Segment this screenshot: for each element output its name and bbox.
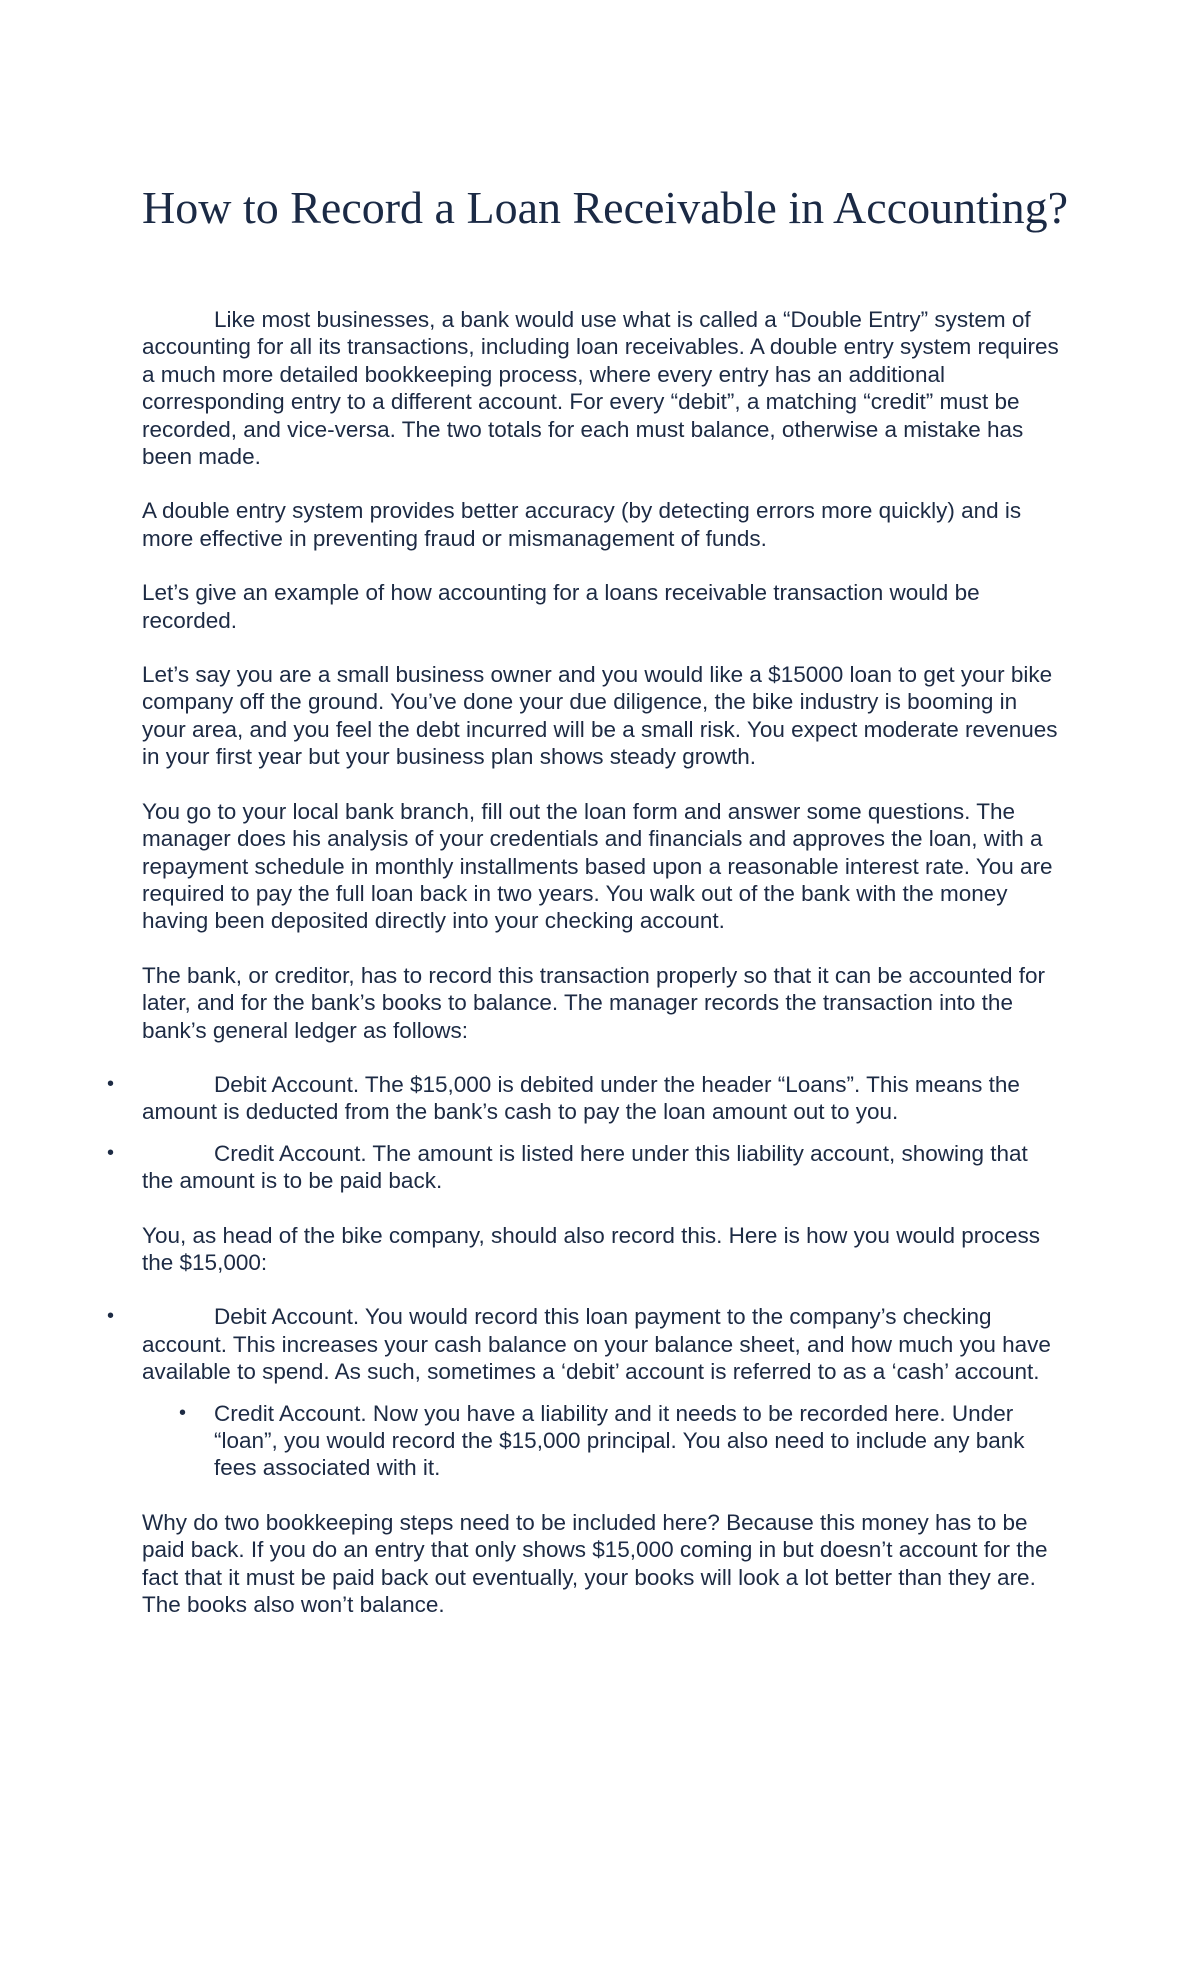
bullet-icon: • xyxy=(107,1141,115,1164)
paragraph-bank-visit: You go to your local bank branch, fill out the loan form and answer some questions. The manager does his analysis of your credentials and financials and approves the loan, with a repayment schedule in monthly installments based upon a reasonable interest rate. You are required to pay the full loan back in two years. You walk out of the bank with the money having been deposited directly into your checking account. xyxy=(142,798,1053,934)
paragraph-small-business: Let’s say you are a small business owner and you would like a $15000 loan to get your bike company off the ground. You’ve done your due diligence, the bike industry is booming in your area, and you feel the debt incurred will be a small risk. You expect moderate revenues in your first year but your business plan shows steady growth. xyxy=(142,662,1058,770)
list-item-text: Credit Account. The amount is listed here under this liability account, showing that the amount is to be paid back. xyxy=(142,1140,1028,1194)
list-item-text: Credit Account. Now you have a liability and it needs to be recorded here. Under “loan”, you would record the $15,000 principal. You also need to include any bank fees associated with it. xyxy=(214,1400,1025,1481)
paragraph-accuracy: A double entry system provides better accuracy (by detecting errors more quickly) and is more effective in preventing fraud or mismanagement of funds. xyxy=(142,498,1022,551)
bullet-icon: • xyxy=(107,1072,115,1095)
paragraph-company-intro: You, as head of the bike company, should also record this. Here is how you would process the $15,000: xyxy=(142,1222,1041,1275)
bullet-icon: • xyxy=(107,1305,115,1328)
paragraph-bank-records: The bank, or creditor, has to record this transaction properly so that it can be accounted for later, and for the bank’s books to balance. The manager records the transaction into the bank’s general ledger as follows: xyxy=(142,962,1045,1043)
list-item-bank-debit xyxy=(107,1071,1064,1126)
bullet-icon: • xyxy=(179,1401,187,1424)
document-title: How to Record a Loan Receivable in Accounting? xyxy=(142,182,1069,233)
list-item-company-debit xyxy=(107,1303,1064,1385)
paragraph-closing: Why do two bookkeeping steps need to be included here? Because this money has to be paid back. If you do an entry that only shows $15,000 coming in but doesn’t account for the fact that it must be paid back out eventually, your books will look a lot better than they are. The books also won’t balance. xyxy=(142,1509,1048,1618)
paragraph-double-entry-intro: Like most businesses, a bank would use what is called a “Double Entry” system of accounting for all its transactions, including loan receivables. A double entry system requires a much more detailed bookkeeping process, where every entry has an additional corresponding entry to a different account. For every “debit”, a matching “credit” must be recorded, and vice-versa. The two totals for each must balance, otherwise a mistake has been made. xyxy=(142,307,1059,470)
list-item-text: Debit Account. You would record this loan payment to the company’s checking account. This increases your cash balance on your balance sheet, and how much you have available to spend. As such, sometimes a ‘debit’ account is referred to as a ‘cash’ account. xyxy=(142,1304,1051,1385)
paragraph-example-intro: Let’s give an example of how accounting for a loans receivable transaction would be recorded. xyxy=(142,580,980,633)
list-item-text: Debit Account. The $15,000 is debited under the header “Loans”. This means the amount is deducted from the bank’s cash to pay the loan amount out to you. xyxy=(142,1071,1020,1125)
list-item-bank-credit xyxy=(107,1140,1064,1195)
list-item-company-credit xyxy=(179,1400,1064,1482)
